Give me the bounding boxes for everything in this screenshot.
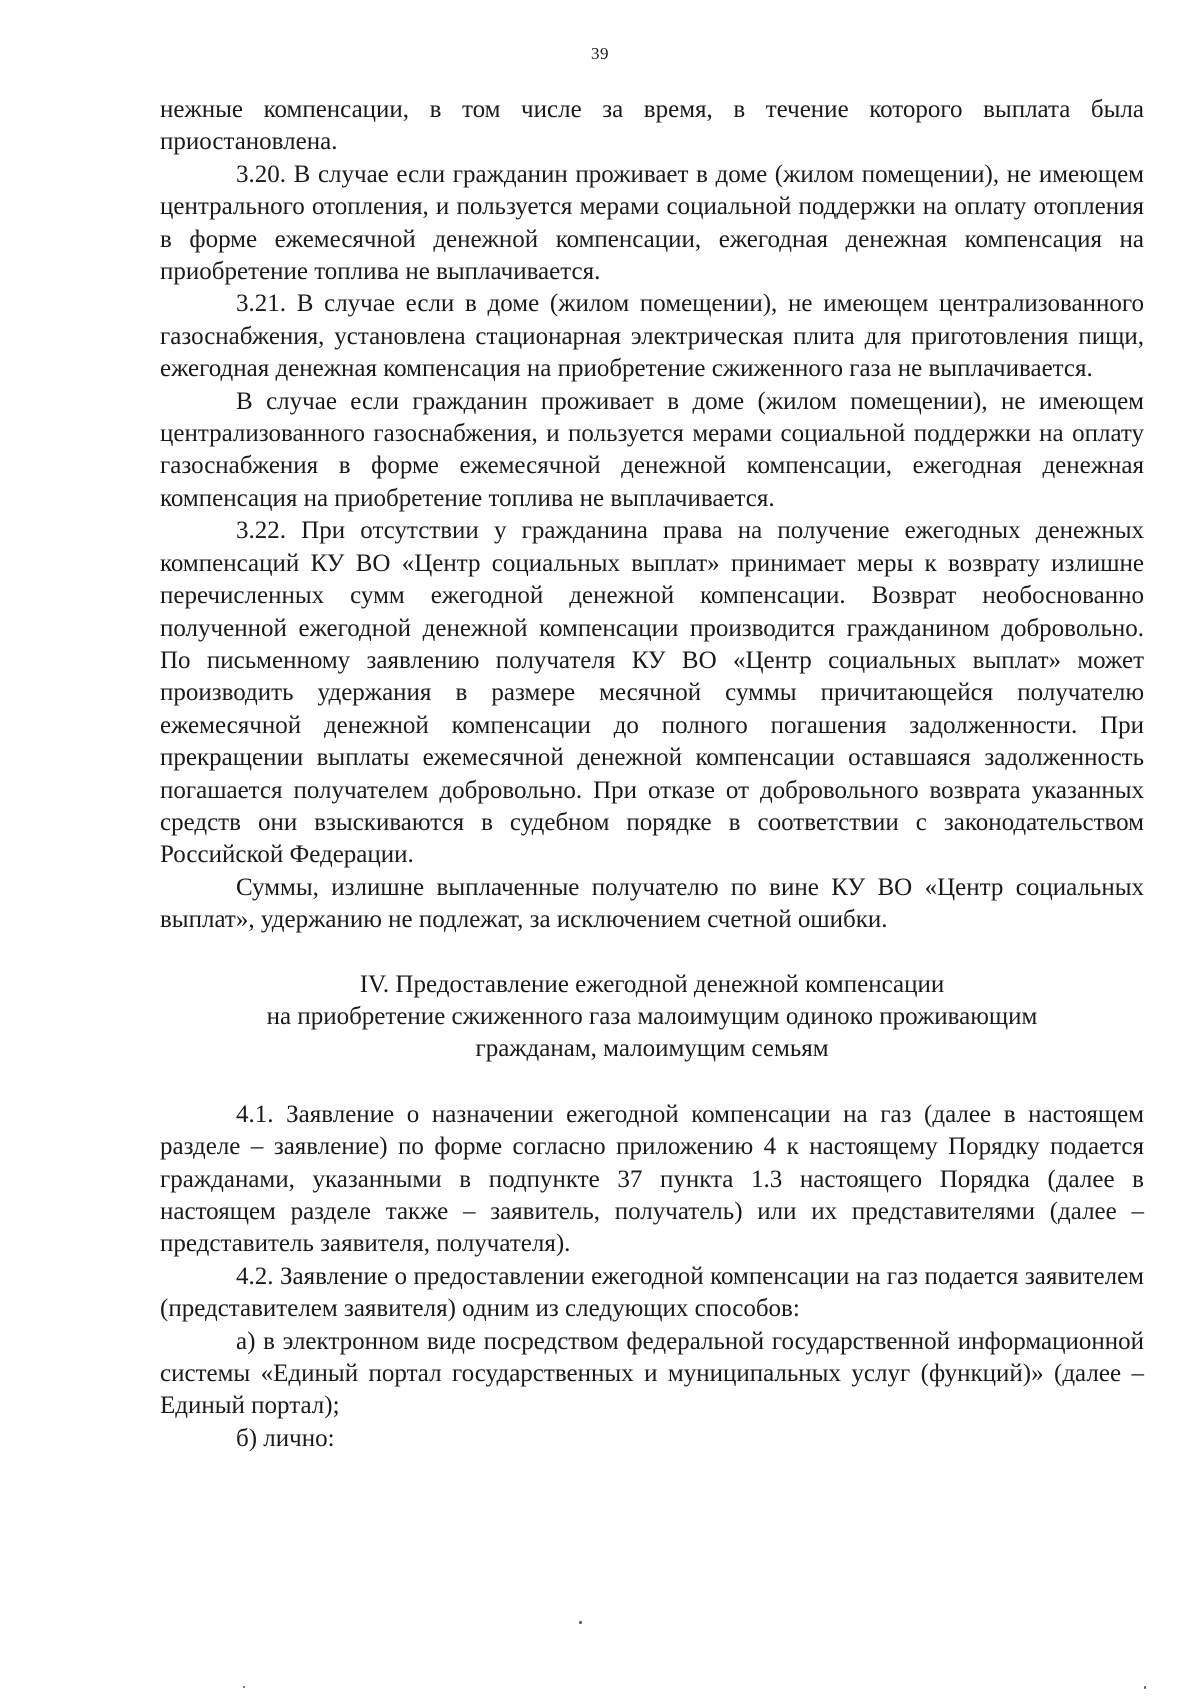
list-item-a: а) в электронном виде посредством федеральной государственной информационной системы «Единый портал государственных и муниципальных услуг (функций)» (далее – Единый портал); xyxy=(160,1327,1144,1420)
paragraph-3-21: 3.21. В случае если в доме (жилом помещении), не имеющем централизованного газоснабжения, установлена стационарная электрическая плита для приготовления пищи, ежегодная денежная компенсация на приобретение сжиженного газа не выплачивается. xyxy=(160,290,1144,383)
paragraph-3-20: 3.20. В случае если гражданин проживает в доме (жилом помещении), не имеющем центрального отопления, и пользуется мерами социальной поддержки на оплату отопления в форме ежемесячной денежной компенсации, ежегодная денежная компенсация на приобретение топлива не выплачивается. xyxy=(160,160,1144,286)
paragraph-3-21-second: В случае если гражданин проживает в доме (жилом помещении), не имеющем централизованного газоснабжения, и пользуется мерами социальной поддержки на оплату газоснабжения в форме ежемесячной денежной компенсации, ежегодная денежная компенсация на приобретение топлива не выплачивается. xyxy=(160,387,1144,512)
paragraph-continuation: нежные компенсации, в том числе за время, в течение которого выплата была приостановлена. xyxy=(160,96,1144,156)
scan-speck xyxy=(243,1686,245,1688)
paragraph-4-1: 4.1. Заявление о назначении ежегодной компенсации на газ (далее в настоящем разделе – заявление) по форме согласно приложению 4 к настоящему Порядку подается гражданами, указанными в подпункте 37 пункта 1.3 настоящего Порядка (далее в настоящем разделе также – заявитель, получатель) или их представителями (далее – представитель заявителя, получателя). xyxy=(160,1100,1144,1258)
page-number: 39 xyxy=(591,44,609,63)
section-heading-line-1: IV. Предоставление ежегодной денежной компенсации xyxy=(359,970,945,998)
paragraph-3-22-second: Суммы, излишне выплаченные получателю по вине КУ ВО «Центр социальных выплат», удержанию не подлежат, за исключением счетной ошибки. xyxy=(160,873,1144,934)
section-heading-line-2: на приобретение сжиженного газа малоимущим одиноко проживающим xyxy=(266,1002,1038,1030)
document-body xyxy=(160,94,1144,1455)
list-item-b: б) лично: xyxy=(236,1424,335,1452)
scan-speck xyxy=(1144,1686,1146,1689)
section-heading xyxy=(160,969,1144,1066)
paragraph-4-2: 4.2. Заявление о предоставлении ежегодной компенсации на газ подается заявителем (представителем заявителя) одним из следующих способов: xyxy=(160,1262,1144,1323)
paragraph-3-22: 3.22. При отсутствии у гражданина права на получение ежегодных денежных компенсаций КУ ВО «Центр социальных выплат» принимает меры к возврату излишне перечисленных сумм ежегодной денежной компенсации. Возврат необоснованно полученной ежегодной денежной компенсации производится гражданином добровольно. По письменному заявлению получателя КУ ВО «Центр социальных выплат» может производить удержания в размере месячной суммы причитающейся получателю ежемесячной денежной компенсации до полного погашения задолженности. При прекращении выплаты ежемесячной денежной компенсации оставшаяся задолженность погашается получателем добровольно. При отказе от добровольного возврата указанных средств они взыскиваются в судебном порядке в соответствии с законодательством Российской Федерации. xyxy=(160,517,1144,869)
scan-speck xyxy=(579,1621,582,1624)
section-heading-line-3: гражданам, малоимущим семьям xyxy=(475,1035,829,1063)
